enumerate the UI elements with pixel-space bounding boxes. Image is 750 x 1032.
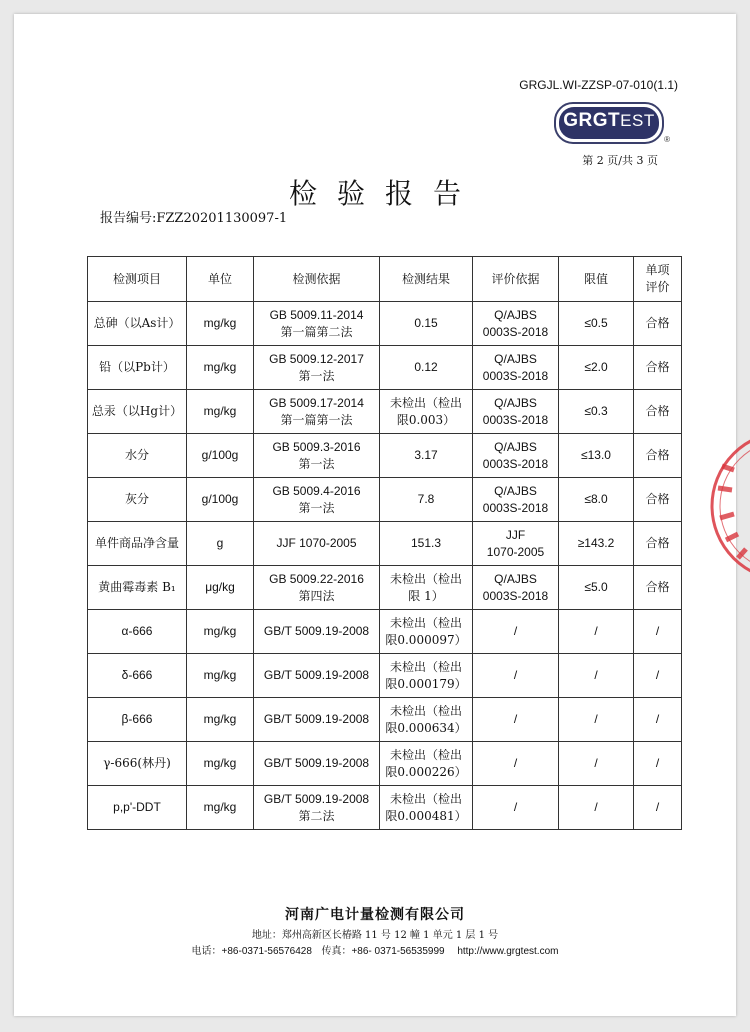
table-cell: 3.17 [380,434,473,478]
table-cell: Q/AJBS 0003S-2018 [473,302,559,346]
table-cell: 总汞（以Hg计） [88,390,187,434]
table-header-cell: 限值 [559,257,634,302]
table-cell: / [634,786,682,830]
fax-number: +86- 0371-56535999 [351,946,445,957]
table-cell: Q/AJBS 0003S-2018 [473,566,559,610]
table-cell: GB/T 5009.19-2008 第二法 [254,786,380,830]
table-cell: ≤0.5 [559,302,634,346]
website-link[interactable]: http://www.grgtest.com [457,946,559,957]
table-row [88,786,682,830]
table-cell: 未检出（检出 限0.003） [380,390,473,434]
table-cell: 水分 [88,434,187,478]
document-code: GRGJL.WI-ZZSP-07-010(1.1) [519,78,678,92]
phone-number: +86-0371-56576428 [221,946,312,957]
table-cell: Q/AJBS 0003S-2018 [473,478,559,522]
table-header-cell: 检测项目 [88,257,187,302]
table-cell: ≤8.0 [559,478,634,522]
table-cell: 未检出（检出 限0.000634） [380,698,473,742]
table-cell: Q/AJBS 0003S-2018 [473,434,559,478]
table-row [88,610,682,654]
table-header-cell: 单位 [187,257,254,302]
company-address: 地址：郑州高新区长椿路 11 号 12 幢 1 单元 1 层 1 号 [251,930,499,941]
table-cell: GB 5009.22-2016 第四法 [254,566,380,610]
table-row [88,522,682,566]
table-row [88,698,682,742]
table-cell: JJF 1070-2005 [254,522,380,566]
table-row [88,654,682,698]
table-cell: / [473,786,559,830]
test-results-table [87,256,682,830]
table-cell: / [473,742,559,786]
table-cell: γ-666(林丹) [88,742,187,786]
table-cell: / [559,786,634,830]
table-cell: Q/AJBS 0003S-2018 [473,346,559,390]
table-cell: / [473,654,559,698]
table-row [88,566,682,610]
table-cell: 合格 [634,434,682,478]
table-cell: / [559,610,634,654]
table-cell: g/100g [187,434,254,478]
table-cell: 总砷（以As计） [88,302,187,346]
table-cell: 未检出（检出 限0.000226） [380,742,473,786]
table-cell: GB 5009.3-2016 第一法 [254,434,380,478]
table-cell: g/100g [187,478,254,522]
table-cell: / [559,654,634,698]
table-cell: GB 5009.17-2014 第一篇第一法 [254,390,380,434]
table-row [88,478,682,522]
table-cell: GB/T 5009.19-2008 [254,742,380,786]
table-cell: / [473,610,559,654]
table-cell: / [634,654,682,698]
table-cell: 合格 [634,478,682,522]
table-cell: 合格 [634,302,682,346]
page-number: 第 2 页/共 3 页 [582,154,658,167]
table-cell: 灰分 [88,478,187,522]
table-cell: μg/kg [187,566,254,610]
table-cell: / [559,698,634,742]
table-cell: mg/kg [187,610,254,654]
table-cell: 7.8 [380,478,473,522]
table-cell: 黄曲霉毒素 B₁ [88,566,187,610]
table-cell: p,p'-DDT [88,786,187,830]
company-contact: 电话：+86-0371-56576428 传真：+86- 0371-56535999 http://www.grgtest.com [191,946,559,957]
grgtest-logo: GRGTEST ® [554,102,664,144]
red-seal-stamp [708,426,750,586]
table-cell: 合格 [634,566,682,610]
table-cell: ≤13.0 [559,434,634,478]
table-row [88,346,682,390]
table-cell: ≥143.2 [559,522,634,566]
table-cell: ≤5.0 [559,566,634,610]
report-number: 报告编号:FZZ20201130097-1 [100,211,288,226]
table-header-cell: 检测依据 [254,257,380,302]
table-cell: mg/kg [187,698,254,742]
table-row [88,302,682,346]
table-cell: 未检出（检出 限0.000481） [380,786,473,830]
table-cell: GB/T 5009.19-2008 [254,610,380,654]
table-cell: 0.12 [380,346,473,390]
table-row [88,742,682,786]
company-name: 河南广电计量检测有限公司 [285,907,465,923]
table-header-cell: 单项 评价 [634,257,682,302]
table-cell: / [473,698,559,742]
table-cell: JJF 1070-2005 [473,522,559,566]
table-cell: / [634,610,682,654]
page-title: 检验报告 [288,177,481,210]
table-cell: 单件商品净含量 [88,522,187,566]
table-cell: 未检出（检出 限0.000179） [380,654,473,698]
table-cell: g [187,522,254,566]
table-cell: GB/T 5009.19-2008 [254,698,380,742]
table-header-row [88,257,682,302]
table-cell: 铅（以Pb计） [88,346,187,390]
table-cell: mg/kg [187,346,254,390]
table-cell: mg/kg [187,654,254,698]
table-cell: GB 5009.11-2014 第一篇第二法 [254,302,380,346]
table-cell: GB 5009.4-2016 第一法 [254,478,380,522]
table-cell: 0.15 [380,302,473,346]
table-cell: 合格 [634,346,682,390]
table-cell: 合格 [634,390,682,434]
table-cell: 151.3 [380,522,473,566]
table-cell: Q/AJBS 0003S-2018 [473,390,559,434]
table-cell: δ-666 [88,654,187,698]
table-cell: ≤2.0 [559,346,634,390]
table-cell: 合格 [634,522,682,566]
table-row [88,390,682,434]
report-page [14,14,736,1016]
table-cell: GB/T 5009.19-2008 [254,654,380,698]
table-cell: GB 5009.12-2017 第一法 [254,346,380,390]
table-header-cell: 检测结果 [380,257,473,302]
table-cell: β-666 [88,698,187,742]
table-cell: 未检出（检出 限 1） [380,566,473,610]
table-cell: 未检出（检出 限0.000097） [380,610,473,654]
table-cell: / [634,698,682,742]
table-cell: mg/kg [187,742,254,786]
table-cell: α-666 [88,610,187,654]
table-cell: / [634,742,682,786]
table-cell: mg/kg [187,786,254,830]
table-cell: mg/kg [187,390,254,434]
table-cell: ≤0.3 [559,390,634,434]
table-header-cell: 评价依据 [473,257,559,302]
table-cell: / [559,742,634,786]
table-cell: mg/kg [187,302,254,346]
table-row [88,434,682,478]
